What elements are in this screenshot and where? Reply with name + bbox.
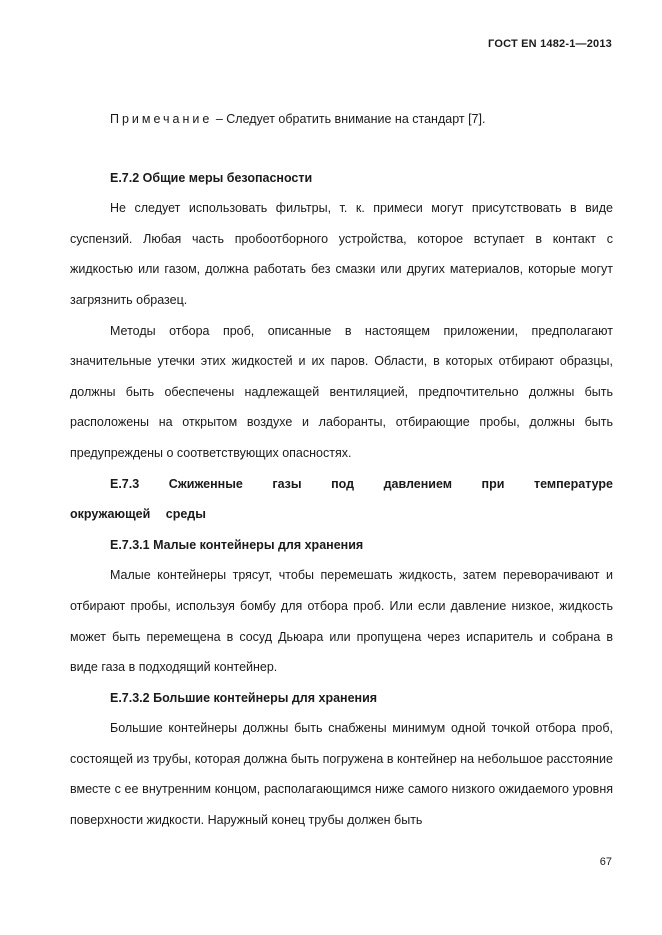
heading-e73: Е.7.3 Сжиженные газы под давлением при температуре окружающей среды — [70, 476, 613, 522]
note-paragraph — [70, 104, 613, 135]
page-content — [70, 104, 613, 836]
page-number: 67 — [599, 856, 612, 868]
paragraph-small-containers: Малые контейнеры трясут, чтобы перемешать жидкость, затем переворачивают и отбирают пробы, используя бомбу для отбора проб. Или если давление низкое, жидкость может быть перемещена в сосуд Дьюара или пропущена через испаритель и собрана в виде газа в подходящий контейнер. — [70, 568, 613, 675]
paragraph-filters: Не следует использовать фильтры, т. к. примеси могут присутствовать в виде суспензий. Любая часть пробоотборного устройства, которое вступает в контакт с жидкостью или газом, должна работать без смазки или других материалов, которые могут загрязнить образец. — [70, 201, 613, 307]
heading-e732: Е.7.3.2 Большие контейнеры для хранения — [110, 690, 378, 705]
heading-e731: Е.7.3.1 Малые контейнеры для хранения — [110, 537, 364, 552]
heading-e72: Е.7.2 Общие меры безопасности — [110, 170, 313, 185]
note-label: Примечание — [110, 112, 213, 126]
paragraph-methods: Методы отбора проб, описанные в настоящем приложении, предполагают значительные утечки этих жидкостей и их паров. Области, в которых отбирают образцы, должны быть обеспечены надлежащей вентиляцией, предпочтительно должны быть расположены на открытом воздухе и лаборанты, отбирающие пробы, должны быть предупреждены о соответствующих опасностях. — [70, 323, 613, 460]
note-text: – Следует обратить внимание на стандарт [7]. — [212, 112, 486, 126]
standard-header: ГОСТ EN 1482-1—2013 — [488, 38, 612, 50]
paragraph-large-containers: Большие контейнеры должны быть снабжены минимум одной точкой отбора проб, состоящей из трубы, которая должна быть погружена в контейнер на небольшое расстояние вместе с ее внутренним концом, располагающимся ниже самого низкого ожидаемого уровня поверхности жидкости. Наружный конец трубы должен быть — [70, 721, 613, 828]
